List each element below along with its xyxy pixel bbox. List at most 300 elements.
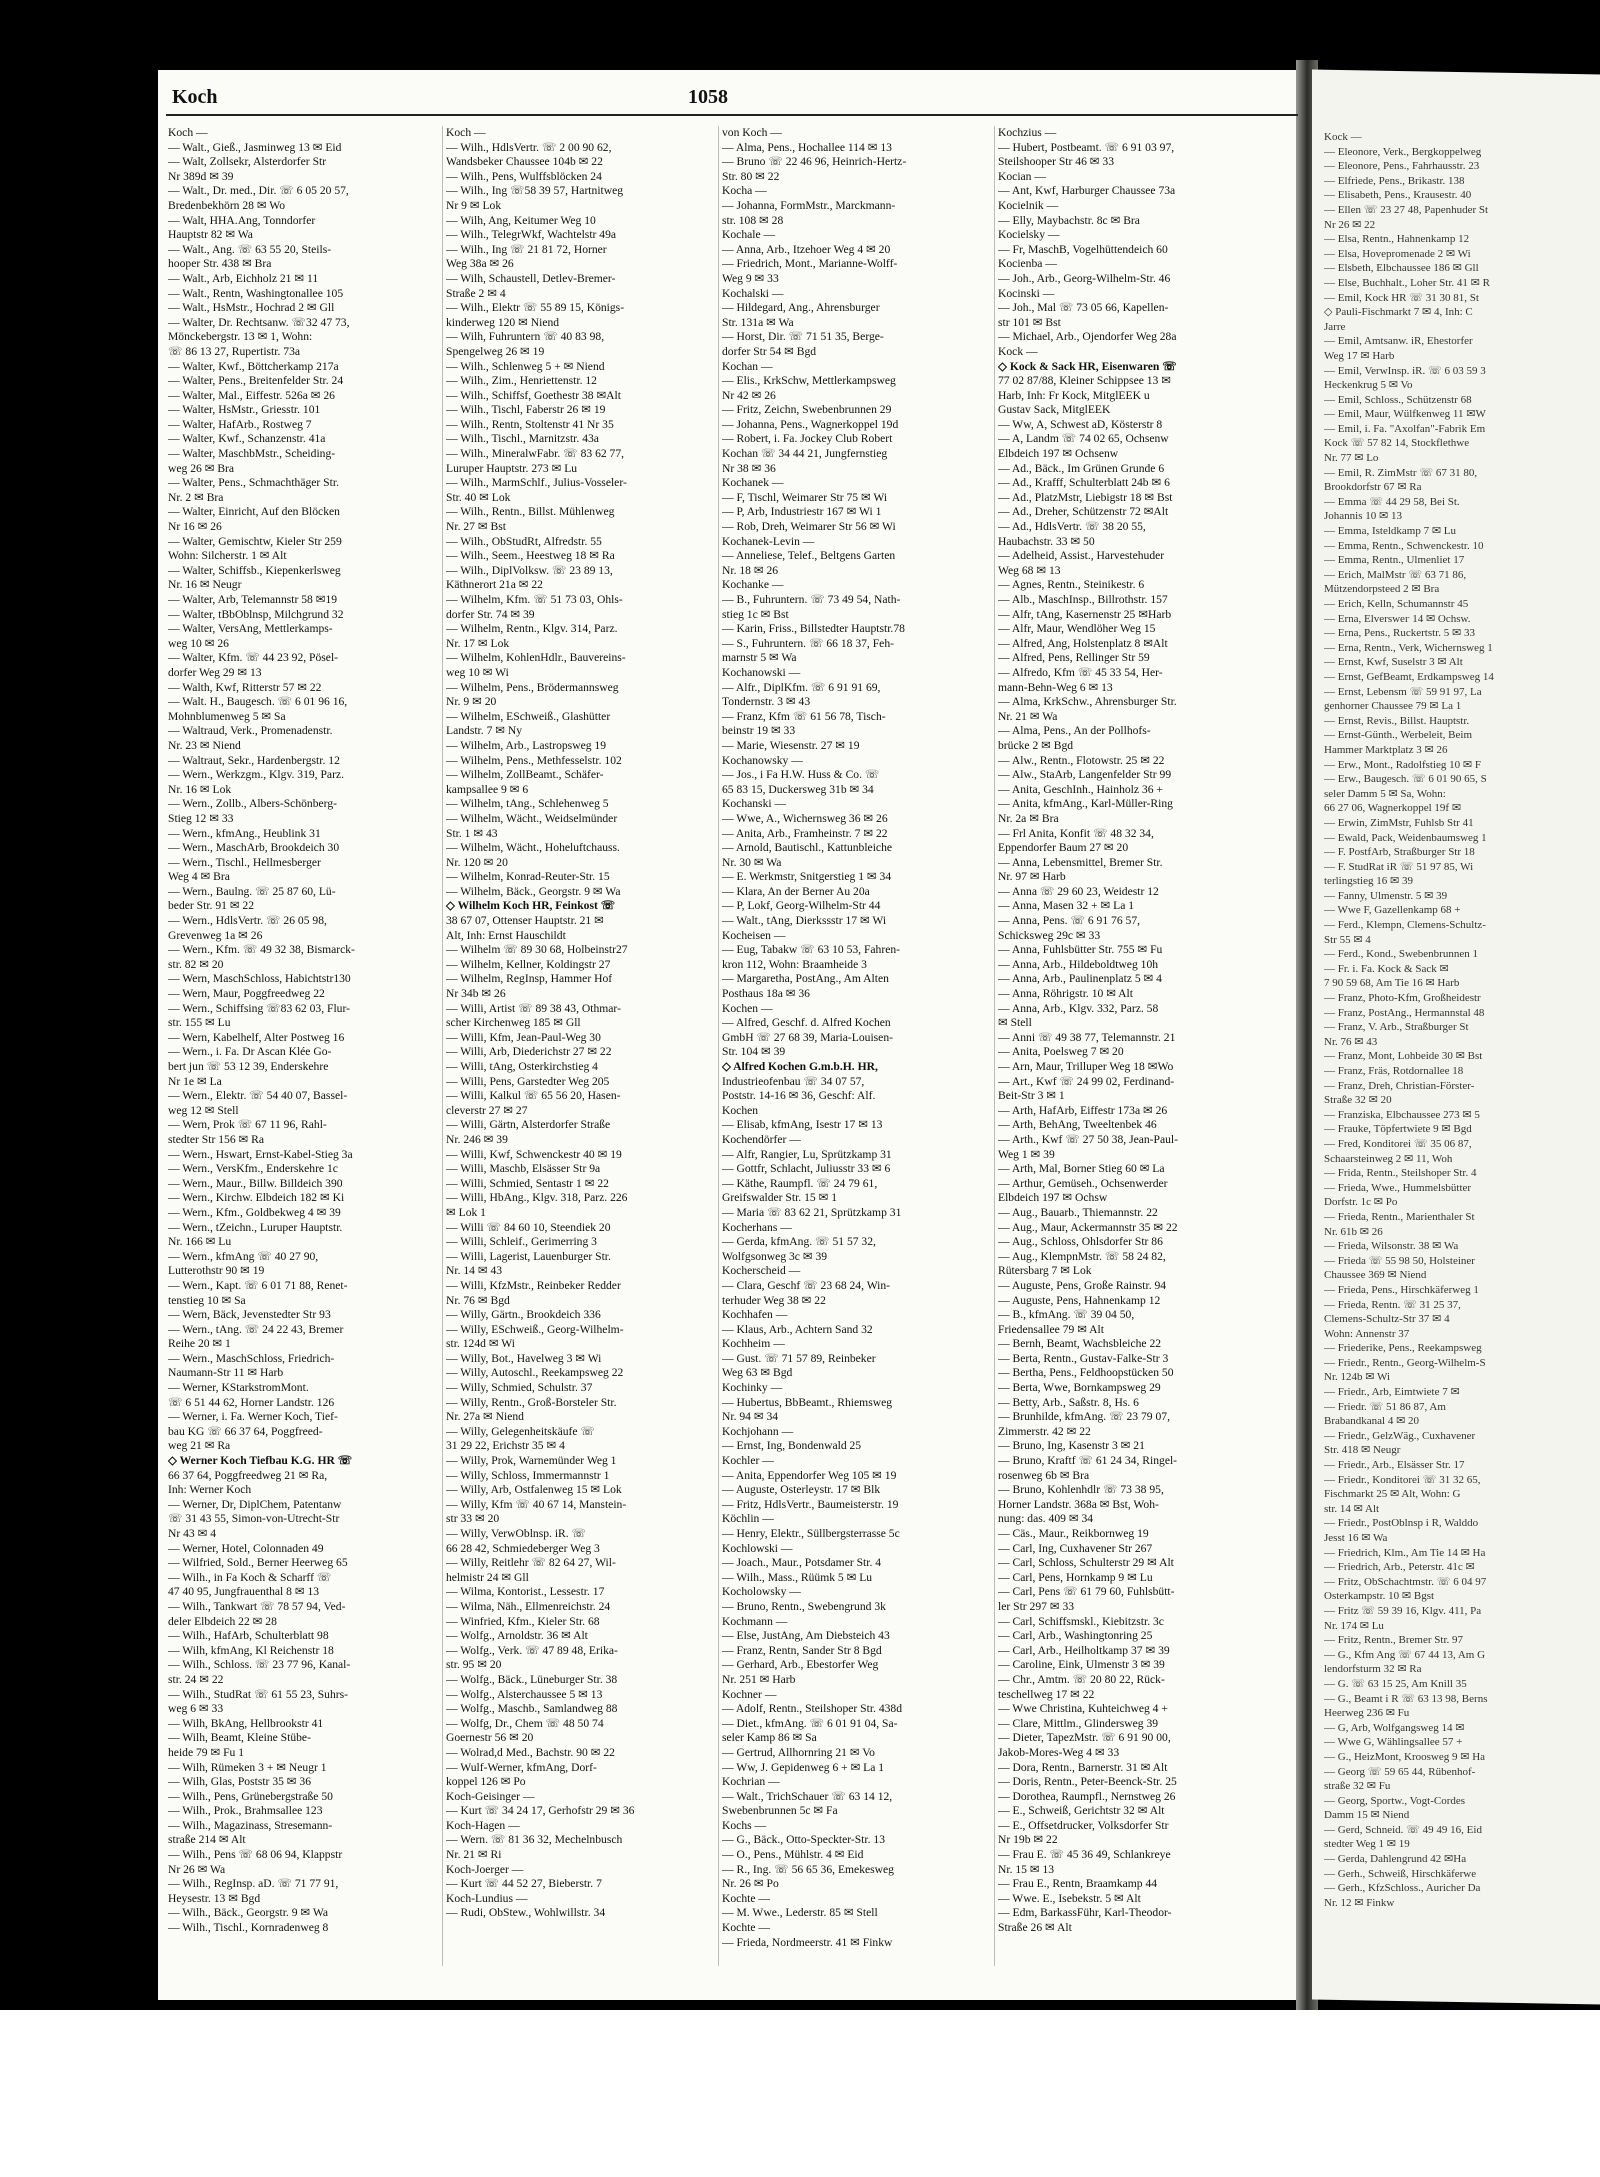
directory-entry-line: — Alfr, Rangier, Lu, Sprützkamp 31 [722,1147,892,1161]
directory-entry-line: Wolfgsonweg 3c ✉ 39 [722,1249,828,1263]
directory-entry-line: — G. ☏ 63 15 25, Am Knill 35 [1324,1677,1467,1690]
directory-entry-line: — Wern., Elektr. ☏ 54 40 07, Bassel- [168,1089,348,1103]
directory-entry-line: — Gottfr, Schlacht, Juliusstr 33 ✉ 6 [722,1162,891,1176]
directory-entry-line: — Auguste, Pens, Hahnenkamp 12 [998,1293,1161,1307]
directory-column-3 [722,126,994,1950]
directory-entry-line: — Art., Kwf ☏ 24 99 02, Ferdinand- [998,1074,1175,1088]
directory-entry-line: Greifswalder Str. 15 ✉ 1 [722,1191,838,1205]
surname-heading: Kochanek-Levin — [722,534,815,548]
directory-entry-line: Nr. 76 ✉ 43 [1324,1035,1378,1048]
directory-entry-line: — Wilh., DiplVolksw. ☏ 23 89 13, [446,563,613,577]
directory-entry-line: Weg 4 ✉ Bra [168,870,230,884]
directory-entry-line: — Fr, MaschB, Vogelhüttendeich 60 [998,242,1168,256]
directory-entry-line: Nr. 12 ✉ Finkw [1324,1896,1395,1909]
directory-entry-line: Straße 32 ✉ 20 [1324,1094,1392,1107]
directory-entry-line: Kock ☏ 57 82 14, Stockflethwe [1324,437,1470,450]
directory-entry-line: Inh: Werner Koch [168,1483,252,1497]
directory-entry-line: — Willy, Prok, Warnemünder Weg 1 [446,1454,617,1468]
directory-entry-line: — Arthur, Gemüseh., Ochsenwerder [998,1176,1168,1190]
directory-entry-line: Nr. 21 ✉ Ri [446,1848,502,1862]
directory-entry-line: — Cäs., Maur., Reikbornweg 19 [998,1527,1149,1540]
directory-entry-line: tenstieg 10 ✉ Sa [168,1293,246,1307]
directory-entry-line: — Willy, Schloss, Immermannstr 1 [446,1468,610,1482]
directory-entry-line: — Aug., Bauarb., Thiemannstr. 22 [998,1205,1158,1219]
directory-entry-line: — Friederike, Pens., Reekampsweg [1324,1342,1482,1355]
directory-entry-line: Nr. 246 ✉ 39 [446,1132,508,1146]
directory-entry-line: — Frauke, Töpfertwiete 9 ✉ Bgd [1324,1123,1472,1136]
directory-entry-line: mann-Behn-Weg 6 ✉ 13 [998,680,1113,694]
directory-entry-line: nung: das. 409 ✉ 34 [998,1512,1094,1526]
directory-entry-line: — Franz, Fräs, Rotdornallee 18 [1324,1065,1464,1077]
directory-entry-line: — Wilhelm, Wächt., Weidselmünder [446,811,618,825]
directory-entry-line: — Wilh., Ing ☏58 39 57, Hartnitweg [446,184,624,198]
directory-entry-line: Haubachstr. 33 ✉ 50 [998,534,1095,548]
directory-entry-line: — Waltraud, Verk., Promenadenstr. [168,724,333,738]
directory-entry-line: hooper Str. 438 ✉ Bra [168,257,272,271]
directory-entry-line: Weg 1 ✉ 39 [998,1147,1055,1161]
directory-entry-line: — Wilh., Tankwart ☏ 78 57 94, Ved- [168,1599,346,1613]
directory-entry-line: — Ernst, Ing, Bondenwald 25 [722,1439,862,1453]
header-rule [166,114,1298,116]
directory-entry-line: Nr. 16 ✉ Neugr [168,578,242,592]
directory-entry-line: — Willi ☏ 84 60 10, Steendiek 20 [446,1220,611,1234]
directory-entry-line: — Walt., tAng, Dierkssstr 17 ✉ Wi [722,914,887,928]
directory-entry-line: str 101 ✉ Bst [998,315,1061,329]
directory-entry-line: — Erna, Pens., Ruckertstr. 5 ✉ 33 [1324,627,1475,640]
directory-entry-line: — Wern., i. Fa. Dr Ascan Klée Go- [168,1045,332,1059]
directory-entry-line: Damm 15 ✉ Niend [1324,1809,1410,1822]
directory-entry-line: — Wolfg., Maschb., Samlandweg 88 [446,1702,618,1716]
directory-entry-line: — Gerda, kfmAng. ☏ 51 57 32, [722,1235,876,1249]
directory-entry-line: — Emil, Amtsanw. iR, Ehestorfer [1324,335,1473,348]
directory-entry-line: — Wilhelm, Konrad-Reuter-Str. 15 [446,870,610,884]
directory-entry-line: Heckenkrug 5 ✉ Vo [1324,379,1413,392]
directory-entry-line: — Frieda, Rentn. ☏ 31 25 37, [1324,1298,1461,1311]
directory-entry-line: — Horst, Dir. ☏ 71 51 35, Berge- [722,330,884,344]
directory-entry-line: Posthaus 18a ✉ 36 [722,987,810,1001]
surname-heading: Kocinski — [998,286,1055,300]
directory-entry-line: — Wilhelm, Rentn., Klgv. 314, Parz. [446,622,618,636]
directory-entry-line: — Wilh., Schiffsf, Goethestr 38 ✉Alt [446,388,621,402]
directory-entry-line: Str. 1 ✉ 43 [446,826,498,840]
surname-heading: Kochan — [722,359,773,373]
directory-entry-line: Kochan ☏ 34 44 21, Jungfernstieg [722,447,888,461]
directory-entry-line: — Alfred, Pens, Rellinger Str 59 [998,651,1150,665]
directory-entry-line: — Emil, VerwInsp. iR. ☏ 6 03 59 3 [1324,364,1486,377]
directory-entry-line: Nr. 23 ✉ Niend [168,738,241,752]
directory-entry-line: str 33 ✉ 20 [446,1512,500,1526]
directory-entry-line: — Fritz, HdlsVertr., Baumeisterstr. 19 [722,1497,899,1511]
directory-entry-line: — Ww, A, Schwest aD, Kösterstr 8 [998,417,1163,431]
directory-entry-line: — Willy, Arb, Ostfalenweg 15 ✉ Lok [446,1483,622,1497]
directory-entry-line: — Wilh., Tischl, Faberstr 26 ✉ 19 [446,403,606,417]
directory-entry-line: weg 26 ✉ Bra [168,461,235,475]
directory-entry-line: — Wern., Tischl., Hellmesberger [168,855,321,869]
directory-entry-line: — Alw., StaArb, Langenfelder Str 99 [998,768,1172,782]
directory-entry-line: — Wern., Kapt. ☏ 6 01 71 88, Renet- [168,1278,348,1292]
directory-entry-line: — Wilh., Tischl., Kornradenweg 8 [168,1921,329,1935]
directory-entry-line: — Walter, Kwf., Böttcherkamp 217a [168,359,339,373]
directory-entry-line: — Hildegard, Ang., Ahrensburger [722,301,880,315]
column-divider [718,126,719,1966]
directory-entry-line: — Wern., kfmAng., Heublink 31 [168,826,321,840]
directory-entry-line: — Wilhelm, Pens., Methfesselstr. 102 [446,753,622,767]
directory-entry-line: — G., Kfm Ang ☏ 67 44 13, Am G [1324,1648,1486,1661]
directory-entry-line: — Waltraut, Sekr., Hardenbergstr. 12 [168,753,340,767]
directory-entry-line: — Wern., MaschSchloss, Friedrich- [168,1351,335,1365]
directory-entry-line: Gustav Sack, MitglEEK [998,403,1111,417]
directory-entry-line: Nr 19b ✉ 22 [998,1833,1058,1847]
directory-entry-line: — Alfred, Ang, Holstenplatz 8 ✉Alt [998,636,1168,650]
directory-entry-line: Nr. 14 ✉ 43 [446,1264,503,1278]
directory-entry-line: Nr. 2 ✉ Bra [168,490,224,504]
directory-entry-line: — Wilh, BkAng, Hellbrookstr 41 [168,1716,324,1730]
directory-entry-line: — Wern., Schiffsing ☏83 62 03, Flur- [168,1001,350,1015]
directory-entry-line: Wohn: Silcherstr. 1 ✉ Alt [168,549,287,563]
directory-entry-line: — Carl, Pens, Hornkamp 9 ✉ Lu [998,1570,1153,1584]
directory-entry-line: — Walter, tBbOblnsp, Milchgrund 32 [168,607,344,621]
directory-entry-line: 47 40 95, Jungfrauenthal 8 ✉ 13 [168,1585,320,1599]
directory-entry-line: — Bertha, Pens., Feldhoopstücken 50 [998,1366,1174,1380]
directory-entry-line: — Fred, Konditorei ☏ 35 06 87, [1324,1137,1472,1150]
directory-entry-line: — Wilh., Seem., Heestweg 18 ✉ Ra [446,549,615,563]
directory-entry-line: Nr. 27a ✉ Niend [446,1410,524,1424]
directory-entry-line: — Wolfg., Alsterchaussee 5 ✉ 13 [446,1687,603,1701]
directory-entry-line: — Anna ☏ 29 60 23, Weidestr 12 [998,884,1159,898]
directory-entry-line: — Alfredo, Kfm ☏ 45 33 54, Her- [998,665,1163,679]
directory-entry-line: — Clara, Geschf ☏ 23 68 24, Win- [722,1278,891,1292]
next-page-column [1324,130,1600,1910]
directory-entry-line: Reihe 20 ✉ 1 [168,1337,231,1351]
directory-entry-line: — Anna, Arb., Paulinenplatz 5 ✉ 4 [998,972,1162,986]
directory-entry-line: — O., Pens., Mühlstr. 4 ✉ Eid [722,1848,864,1862]
directory-entry-line: — Willy, Rentn., Groß-Borsteler Str. [446,1395,617,1409]
directory-entry-line: — Anna, Masen 32 + ✉ La 1 [998,899,1135,913]
directory-entry-line: — Wwe F, Gazellenkamp 68 + [1324,904,1461,917]
surname-heading: Köchlin — [722,1512,774,1526]
directory-entry-line: — Walt, Zollsekr, Alsterdorfer Str [168,155,327,169]
surname-heading: Kochlowski — [722,1541,793,1555]
directory-entry-line: — Wilh., Ing ☏ 21 81 72, Horner [446,242,607,256]
column-divider [994,126,995,1966]
directory-entry-line: beder Str. 91 ✉ 22 [168,899,255,913]
directory-entry-line: — Wern., kfmAng ☏ 40 27 90, [168,1249,319,1263]
directory-entry-line: — Wilh., Schlenweg 5 + ✉ Niend [446,359,605,373]
surname-heading: Kochen — [722,1001,773,1015]
directory-entry-line: — Carl, Pens ☏ 61 79 60, Fuhlsbütt- [998,1585,1175,1599]
directory-entry-line: — Willi, Maschb, Elsässer Str 9a [446,1162,601,1176]
directory-entry-line: Chaussee 369 ✉ Niend [1324,1269,1427,1282]
directory-entry-line: — Hubertus, BbBeamt., Rhiemsweg [722,1395,893,1409]
directory-entry-line: — Wilh., in Fa Koch & Scharff ☏ [168,1570,332,1584]
directory-entry-line: — Joh., Mal ☏ 73 05 66, Kapellen- [998,301,1169,315]
surname-heading: Kochale — [722,228,776,242]
directory-entry-line: Wandsbeker Chaussee 104b ✉ 22 [446,155,603,169]
directory-entry-line: — Ant, Kwf, Harburger Chaussee 73a [998,184,1176,198]
directory-entry-line: ◇ Werner Koch Tiefbau K.G. HR ☏ [168,1454,353,1468]
surname-heading: Kock — [998,344,1038,358]
directory-entry-line: ☏ 6 51 44 62, Horner Landstr. 126 [168,1395,335,1409]
directory-entry-line: Nr. 174 ✉ Lu [1324,1619,1384,1632]
directory-entry-line: — Wern, Kabelhelf, Alter Postweg 16 [168,1030,345,1044]
directory-entry-line: Nr 26 ✉ Wa [168,1862,226,1876]
directory-entry-line: — Dora, Rentn., Barnerstr. 31 ✉ Alt [998,1760,1168,1774]
surname-heading: Koch-Geisinger — [446,1789,535,1803]
directory-entry-line: — Bruno, Ing, Kasenstr 3 ✉ 21 [998,1439,1145,1453]
directory-entry-line: — Berta, Wwe, Bornkampsweg 29 [998,1381,1161,1395]
directory-entry-line: — Fanny, Ulmenstr. 5 ✉ 39 [1324,889,1448,902]
directory-entry-line: — Willy, Kfm ☏ 40 67 14, Manstein- [446,1497,627,1511]
directory-entry-line: Nr. 120 ✉ 20 [446,855,508,869]
directory-entry-line: str. 124d ✉ Wi [446,1337,515,1351]
directory-entry-line: — Franz, V. Arb., Straßburger St [1324,1021,1469,1034]
surname-heading: Kochinky — [722,1381,783,1395]
directory-entry-line: — Emil, Maur, Wülfkenweg 11 ✉W [1324,408,1486,421]
directory-entry-line: weg 21 ✉ Ra [168,1439,231,1453]
surname-heading: Kochanowsky — [722,753,803,767]
directory-entry-line: — Wilh., Prok., Brahmsallee 123 [168,1804,323,1818]
directory-entry-line: Tondernstr. 3 ✉ 43 [722,695,811,709]
directory-entry-line: — Walt., Dr. med., Dir. ☏ 6 05 20 57, [168,184,349,198]
directory-entry-line: — Alb., MaschInsp., Billrothstr. 157 [998,593,1168,606]
directory-entry-line: Jarre [1324,320,1346,333]
directory-entry-line: — Walter, HafArb., Rostweg 7 [168,417,312,431]
directory-entry-line: — Frau E., Rentn, Braamkamp 44 [998,1877,1158,1891]
directory-entry-line: — Michael, Arb., Ojendorfer Weg 28a [998,330,1177,344]
directory-entry-line: Nr. 26 ✉ Po [722,1877,779,1891]
surname-heading: von Koch — [722,126,782,139]
directory-entry-line: brücke 2 ✉ Bgd [998,738,1074,752]
directory-entry-line: — Arth, HafArb, Eiffestr 173a ✉ 26 [998,1103,1168,1117]
directory-entry-line: — Käthe, Raumpfl. ☏ 24 79 61, [722,1176,878,1190]
directory-entry-line: — A, Landm ☏ 74 02 65, Ochsenw [998,432,1169,446]
directory-entry-line: Nr. 27 ✉ Bst [446,520,506,534]
directory-entry-line: — Wilh., Rentn., Billst. Mühlenweg [446,505,615,519]
directory-entry-line: — Walter, MaschbMstr., Scheiding- [168,447,336,461]
directory-entry-line: — Klaus, Arb., Achtern Sand 32 [722,1322,873,1336]
directory-entry-line: bert jun ☏ 53 12 39, Enderskehre [168,1060,329,1073]
directory-entry-line: — Walter, Kfm. ☏ 44 23 92, Pösel- [168,651,339,665]
directory-entry-line: — Anita, Arb., Framheinstr. 7 ✉ 22 [722,826,888,840]
directory-entry-line: — Anita, Poelsweg 7 ✉ 20 [998,1045,1124,1059]
directory-entry-line: — Friedrich, Klm., Am Tie 14 ✉ Ha [1324,1546,1486,1559]
directory-entry-line: — Frl Anita, Konfit ☏ 48 32 34, [998,826,1154,840]
directory-entry-line: — Ad., PlatzMstr, Liebigstr 18 ✉ Bst [998,490,1173,504]
directory-entry-line: — Werner, i. Fa. Werner Koch, Tief- [168,1410,338,1424]
directory-entry-line: 38 67 07, Ottenser Hauptstr. 21 ✉ [446,914,604,928]
directory-entry-line: terhuder Weg 38 ✉ 22 [722,1293,826,1307]
directory-entry-line: — Gerhard, Arb., Ebestorfer Weg [722,1658,879,1672]
directory-entry-line: — Carl, Schloss, Schulterstr 29 ✉ Alt [998,1556,1174,1570]
directory-entry-line: — Wern. ☏ 81 36 32, Mechelnbusch [446,1833,623,1847]
directory-entry-line: Nr. 76 ✉ Bgd [446,1293,510,1307]
directory-entry-line: — Wern., Zollb., Albers-Schönberg- [168,797,337,811]
directory-entry-line: — Elisab, kfmAng, Isestr 17 ✉ 13 [722,1118,883,1132]
directory-entry-line: Harb, Inh: Fr Kock, MitglEEK u [998,388,1150,402]
directory-entry-line: Weg 68 ✉ 13 [998,563,1061,577]
directory-entry-line: Hammer Marktplatz 3 ✉ 26 [1324,743,1448,756]
directory-entry-line: — Arth, Mal, Borner Stieg 60 ✉ La [998,1162,1165,1176]
directory-entry-line: — Elsa, Rentn., Hahnenkamp 12 [1324,233,1470,246]
surname-heading: Kochner — [722,1687,777,1701]
directory-entry-line: — Ferd., Klempn, Clemens-Schultz- [1324,919,1486,932]
directory-entry-line: — Willi, Kalkul ☏ 65 56 20, Hasen- [446,1089,621,1103]
directory-entry-line: — Elsbeth, Elbchaussee 186 ✉ Gll [1324,262,1479,275]
directory-entry-line: weg 12 ✉ Stell [168,1103,239,1117]
directory-entry-line: — F. PostfArb, Straßburger Str 18 [1324,846,1475,859]
directory-entry-line: dorfer Weg 29 ✉ 13 [168,665,262,679]
directory-entry-line: Wohn: Annenstr 37 [1324,1327,1410,1340]
directory-entry-line: — Emil, R. ZimMstr ☏ 67 31 80, [1324,466,1478,479]
directory-entry-line: — Anni ☏ 49 38 77, Telemannstr. 21 [998,1030,1176,1044]
directory-entry-line: 7 90 59 68, Am Tie 16 ✉ Harb [1324,977,1460,990]
directory-entry-line: — Rob, Dreh, Weimarer Str 56 ✉ Wi [722,520,896,534]
directory-entry-line: — Willi, Artist ☏ 89 38 43, Othmar- [446,1001,621,1015]
directory-entry-line: — Wern., Kfm. ☏ 49 32 38, Bismarck- [168,943,355,957]
directory-entry-line: — Ernst, GefBeamt, Erdkampsweg 14 [1324,670,1494,683]
directory-entry-line: — Winfried, Kfm., Kieler Str. 68 [446,1614,600,1628]
directory-entry-line: — Willi, Lagerist, Lauenburger Str. [446,1249,611,1263]
directory-entry-line: — Bruno, Kohlenhdlr ☏ 73 38 95, [998,1483,1164,1497]
directory-entry-line: — Ferd., Kond., Swebenbrunnen 1 [1324,948,1478,961]
directory-entry-line: Nr. 166 ✉ Lu [168,1235,232,1249]
directory-entry-line: seler Damm 5 ✉ Sa, Wohn: [1324,787,1446,800]
surname-heading: Kochte — [722,1921,770,1935]
directory-entry-line: stedter Weg 1 ✉ 19 [1324,1838,1410,1851]
directory-entry-line: — Wilh., Pens, Grünebergstraße 50 [168,1789,333,1803]
directory-entry-line: — Wwe G, Wählingsallee 57 + [1324,1736,1463,1749]
directory-entry-line: — Anita, GeschInh., Hainholz 36 + [998,782,1163,796]
directory-entry-line: — Wern, Bäck, Jevenstedter Str 93 [168,1308,331,1322]
directory-entry-line: Swebenbrunnen 5c ✉ Fa [722,1804,838,1818]
directory-entry-line: — Johanna, Pens., Wagnerkoppel 19d [722,417,899,431]
directory-entry-line: dorfer Str 54 ✉ Bgd [722,344,817,358]
directory-entry-line: — Fritz, Zeichn, Swebenbrunnen 29 [722,403,892,417]
directory-entry-line: — Fritz ☏ 59 39 16, Klgv. 411, Pa [1324,1604,1482,1617]
directory-entry-line: — Erw., Baugesch. ☏ 6 01 90 65, S [1324,773,1487,786]
directory-entry-line: 65 83 15, Duckersweg 31b ✉ 34 [722,782,874,796]
directory-entry-line: str. 82 ✉ 20 [168,957,224,971]
surname-heading: Kocholowsky — [722,1585,801,1599]
directory-entry-line: — Gerh., Schweiß, Hirschkäferwe [1324,1867,1477,1880]
directory-entry-line: — Willy, Bot., Havelweg 3 ✉ Wi [446,1351,602,1365]
directory-entry-line: — Wolrad,d Med., Bachstr. 90 ✉ 22 [446,1745,615,1759]
directory-entry-line: — Willi, Kwf, Schwenckestr 40 ✉ 19 [446,1147,622,1161]
directory-entry-line: — Bruno ☏ 22 46 96, Heinrich-Hertz- [722,155,907,169]
directory-entry-line: — Emil, i. Fa. "Axolfan"-Fabrik Em [1324,422,1486,435]
directory-entry-line: — Jos., i Fa H.W. Huss & Co. ☏ [722,768,880,782]
directory-entry-line: — Walt., Ang. ☏ 63 55 20, Steils- [168,242,332,256]
directory-entry-line: ◇ Alfred Kochen G.m.b.H. HR, [722,1060,878,1073]
directory-entry-line: weg 6 ✉ 33 [168,1702,224,1716]
directory-entry-line: — Anita, Eppendorfer Weg 105 ✉ 19 [722,1468,897,1482]
directory-entry-line: — Erich, Kelln, Schumannstr 45 [1324,598,1469,610]
surname-heading: Kocielsky — [998,228,1060,242]
directory-entry-line: Nr 43 ✉ 4 [168,1527,217,1540]
directory-entry-line: — Walt. H., Baugesch. ☏ 6 01 96 16, [168,695,348,709]
directory-entry-line: — Aug., Maur, Ackermannstr 35 ✉ 22 [998,1220,1178,1234]
directory-entry-line: Heerweg 236 ✉ Fu [1324,1707,1410,1720]
directory-entry-line: — Wilh, Glas, Poststr 35 ✉ 36 [168,1775,312,1789]
directory-entry-line: — Alma, Pens., Hochallee 114 ✉ 13 [722,140,892,154]
directory-entry-line: — Wulf-Werner, kfmAng, Dorf- [446,1760,597,1774]
directory-entry-line: — Wilh, Beamt, Kleine Stübe- [168,1731,311,1745]
directory-entry-line: — Wern, Prok ☏ 67 11 96, Rahl- [168,1118,327,1132]
directory-entry-line: Rütersbarg 7 ✉ Lok [998,1264,1092,1278]
directory-column-4 [998,126,1270,1936]
directory-entry-line: — Wwe Christina, Kuhteichweg 4 + [998,1702,1168,1716]
directory-entry-line: — Arnold, Bautischl., Kattunbleiche [722,841,893,855]
directory-entry-line: — Gust. ☏ 71 57 89, Reinbeker [722,1351,876,1365]
surname-heading: Koch-Hagen — [446,1818,520,1832]
directory-entry-line: — Walter, Einricht, Auf den Blöcken [168,505,340,519]
directory-entry-line: — Willy, ESchweiß., Georg-Wilhelm- [446,1322,624,1336]
directory-entry-line: Friedensallee 79 ✉ Alt [998,1322,1104,1336]
directory-entry-line: Bredenbekhörn 28 ✉ Wo [168,198,286,212]
directory-entry-line: ☏ 31 43 55, Simon-von-Utrecht-Str [168,1512,340,1526]
directory-entry-line: — Willi, KfzMstr., Reinbeker Redder [446,1278,621,1292]
directory-entry-line: — Anna, Lebensmittel, Bremer Str. [998,855,1163,869]
directory-entry-line: kampsallee 9 ✉ 6 [446,782,529,796]
directory-entry-line: — Wilh., Schloss. ☏ 23 77 96, Kanal- [168,1658,351,1672]
directory-entry-line: — Wolfg., Arnoldstr. 36 ✉ Alt [446,1629,588,1643]
directory-entry-line: — Clare, Mittlm., Glindersweg 39 [998,1716,1159,1730]
directory-entry-line: — Wern., Werkzgm., Klgv. 319, Parz. [168,768,344,782]
surname-heading: Kocheisen — [722,928,786,942]
directory-entry-line: — Walt, HHA.Ang, Tonndorfer [168,213,316,227]
directory-entry-line: Kochen [722,1103,759,1117]
directory-entry-line: — Rudi, ObStew., Wohlwillstr. 34 [446,1906,606,1920]
directory-entry-line: — Gerd, Schneid. ☏ 49 49 16, Eid [1324,1823,1482,1836]
directory-entry-line: — Elly, Maybachstr. 8c ✉ Bra [998,213,1140,227]
directory-entry-line: Nr. 30 ✉ Wa [722,855,782,869]
directory-entry-line: — Franz, Photo-Kfm, Großheidestr [1324,992,1481,1005]
directory-entry-line: — Wilh., Mass., Rüümk 5 ✉ Lu [722,1570,873,1584]
directory-entry-line: str. 155 ✉ Lu [168,1016,231,1030]
directory-entry-line: Nr 38 ✉ 36 [722,461,776,475]
directory-entry-line: — Franz, Mont, Lohbeide 30 ✉ Bst [1324,1050,1483,1063]
directory-entry-line: — Frieda, Nordmeerstr. 41 ✉ Finkw [722,1935,893,1949]
directory-entry-line: — Erich, MalMstr ☏ 63 71 86, [1324,568,1467,581]
directory-entry-line: — G., Beamt i R ☏ 63 13 98, Berns [1324,1692,1488,1705]
directory-entry-line: — Wwe. E., Isebekstr. 5 ✉ Alt [998,1891,1141,1905]
directory-entry-line: — Erwin, ZimMstr, Fuhlsb Str 41 [1324,816,1474,829]
directory-entry-line: — Wolfg, Dr., Chem ☏ 48 50 74 [446,1716,604,1730]
directory-entry-line: lendorfsturm 32 ✉ Ra [1324,1663,1422,1676]
directory-entry-line: ☏ 86 13 27, Rupertistr. 73a [168,344,301,358]
directory-entry-line: — Wern., Hswart, Ernst-Kabel-Stieg 3a [168,1147,353,1161]
directory-entry-line: ler Str 297 ✉ 33 [998,1599,1075,1613]
surname-heading: Kochheim — [722,1337,785,1351]
directory-entry-line: 31 29 22, Erichstr 35 ✉ 4 [446,1439,565,1453]
directory-entry-line: — Alfred, Geschf. d. Alfred Kochen [722,1016,891,1030]
directory-entry-line: — Betty, Arb., Saßstr. 8, Hs. 6 [998,1395,1139,1409]
directory-entry-line: — Wilh., Pens, Wulffsblöcken 24 [446,169,602,183]
directory-entry-line: — Brunhilde, kfmAng. ☏ 23 79 07, [998,1410,1170,1424]
directory-entry-line: — Else, JustAng, Am Diebsteich 43 [722,1629,890,1643]
directory-entry-line: Alt, Inh: Ernst Hauschildt [446,928,566,942]
directory-entry-line: Jesst 16 ✉ Wa [1324,1532,1388,1544]
directory-entry-line: Spengelweg 26 ✉ 19 [446,344,545,358]
directory-entry-line: — Friedr. ☏ 51 86 87, Am [1324,1400,1446,1413]
directory-entry-line: Elbdeich 197 ✉ Ochsenw [998,447,1119,461]
directory-entry-line: — Ernst, Kwf, Suselstr 3 ✉ Alt [1324,656,1463,669]
directory-entry-line: heide 79 ✉ Fu 1 [168,1745,245,1759]
directory-entry-line: Mützendorpsteed 2 ✉ Bra [1324,583,1440,596]
directory-entry-line: — Anna, Röhrigstr. 10 ✉ Alt [998,987,1133,1001]
surname-heading: Koch — [446,126,486,139]
directory-entry-line: — Erna, Elverswег 14 ✉ Ochsw. [1324,612,1471,625]
